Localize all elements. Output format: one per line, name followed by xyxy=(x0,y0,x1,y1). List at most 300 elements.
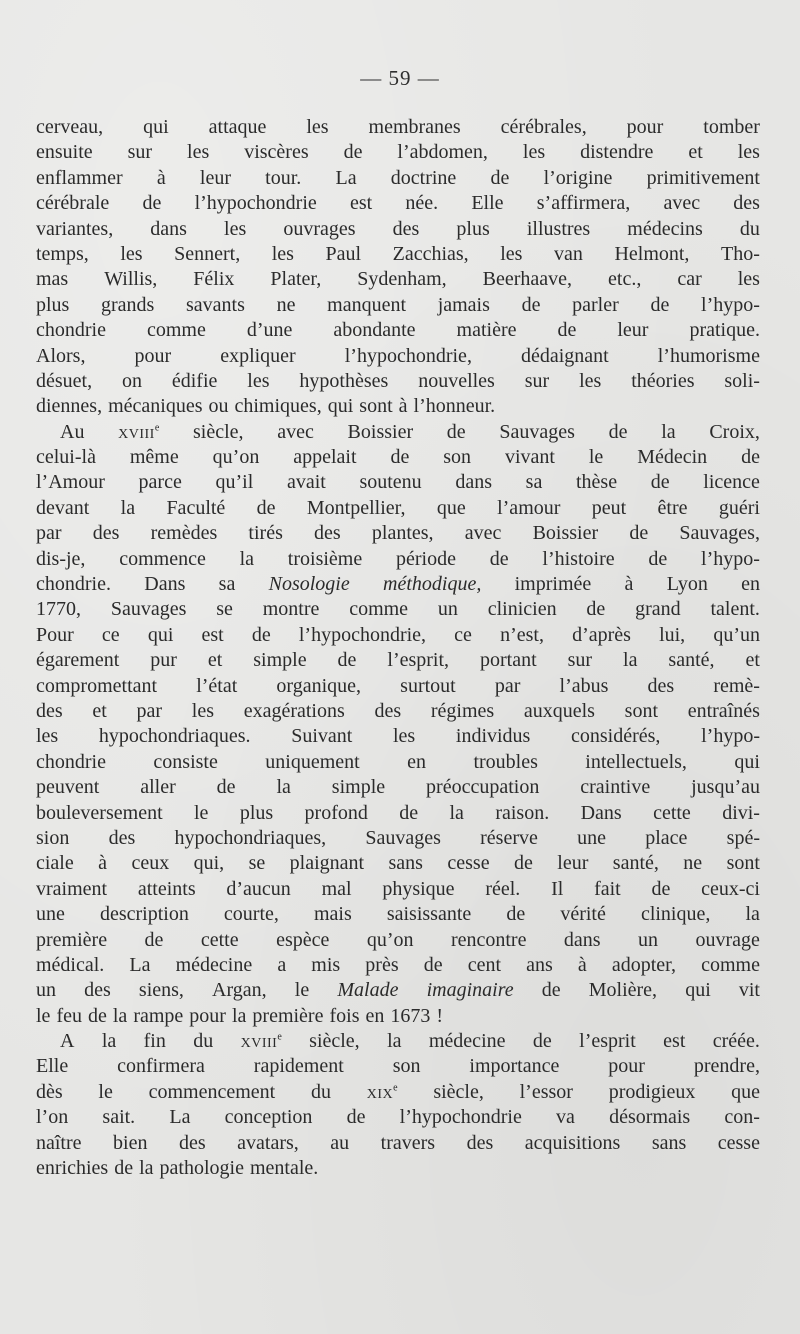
text-line xyxy=(36,978,760,1003)
word: Suivant xyxy=(291,725,353,748)
word: d’après xyxy=(572,623,631,646)
word: Il xyxy=(551,877,564,900)
word: manquent xyxy=(327,293,407,316)
word: par xyxy=(136,699,163,722)
word: hypothèses xyxy=(299,369,389,392)
text-line xyxy=(36,344,760,369)
word: qui xyxy=(143,116,169,138)
word: on xyxy=(121,369,142,392)
text-line xyxy=(36,750,760,775)
word: l’on xyxy=(36,1106,69,1129)
word: expliquer xyxy=(220,344,296,367)
word: réel. xyxy=(485,877,521,900)
text-line xyxy=(36,1156,760,1181)
word: de xyxy=(399,801,419,824)
word: grands xyxy=(101,293,155,316)
word: bien xyxy=(113,1131,148,1154)
text-line xyxy=(36,572,760,597)
word: théories xyxy=(631,369,695,392)
word: ce xyxy=(101,623,120,646)
word: à xyxy=(98,852,108,875)
word: un xyxy=(638,928,659,951)
word: espèce xyxy=(276,928,330,951)
word: tour. xyxy=(265,166,302,189)
word: La xyxy=(335,166,357,189)
word: xix$^e$ xyxy=(366,1080,398,1103)
word: fois xyxy=(329,1004,360,1027)
word: montre xyxy=(262,598,320,621)
word: des xyxy=(108,826,136,849)
word: de xyxy=(650,293,670,316)
word: grand xyxy=(635,598,681,621)
word: thèse xyxy=(576,471,618,494)
word: chondrie. xyxy=(36,573,111,596)
word: La xyxy=(169,1106,191,1129)
text-line xyxy=(36,267,760,292)
text-line xyxy=(36,775,760,800)
word: en xyxy=(741,573,760,596)
word: clinique, xyxy=(640,903,711,926)
word: la xyxy=(139,1157,154,1180)
word: sion xyxy=(36,826,70,849)
word: individus xyxy=(455,725,531,748)
word: commence xyxy=(119,547,206,570)
word: de xyxy=(337,649,357,672)
word: ensuite xyxy=(36,141,93,164)
word: jusqu’au xyxy=(691,776,760,799)
word: pratique. xyxy=(689,319,760,342)
word: comme xyxy=(146,319,206,342)
word: Pour xyxy=(36,623,74,646)
word: spé- xyxy=(726,826,760,849)
word: pour xyxy=(134,344,172,367)
word: des xyxy=(466,1131,494,1154)
word: sur xyxy=(127,141,153,164)
word: Tho- xyxy=(720,242,760,265)
word: est xyxy=(201,623,224,646)
word: l’histoire xyxy=(542,547,615,570)
word: rapidement xyxy=(253,1055,344,1078)
word: mas xyxy=(36,268,69,291)
word: une xyxy=(577,826,606,849)
word: les xyxy=(187,141,210,164)
word: membranes xyxy=(368,116,461,138)
word: Nosologie xyxy=(268,573,350,596)
word: de xyxy=(741,446,760,469)
word: et xyxy=(207,649,223,672)
word: première xyxy=(36,928,108,951)
word: qu’on xyxy=(366,928,414,951)
word: entraînés xyxy=(687,699,760,722)
word: Beerhaave, xyxy=(482,268,573,291)
word: créée. xyxy=(712,1030,760,1053)
word: de xyxy=(541,979,561,1002)
word: de xyxy=(513,852,533,875)
word: doctrine xyxy=(390,166,457,189)
word: l’hypo- xyxy=(701,293,760,316)
word: Dans xyxy=(144,573,186,596)
word: xviii$^e$ xyxy=(118,420,160,443)
text-line xyxy=(36,1105,760,1130)
word: siens, xyxy=(138,979,184,1002)
word: car xyxy=(677,268,702,291)
word: soli- xyxy=(724,369,760,392)
word: l’hypo- xyxy=(701,547,760,570)
word: rencontre xyxy=(450,928,527,951)
word: portant xyxy=(480,649,537,672)
word: Plater, xyxy=(270,268,322,291)
word: méthodique, xyxy=(383,573,482,596)
word: l’hypochondrie xyxy=(194,192,317,215)
word: la xyxy=(239,547,255,570)
word: Croix, xyxy=(709,420,760,443)
word: parce xyxy=(138,471,182,494)
word: sait. xyxy=(102,1106,136,1129)
word: Sauvages xyxy=(365,826,441,849)
word: que xyxy=(731,1080,760,1103)
word: plus xyxy=(36,293,70,316)
word: Willis, xyxy=(104,268,158,291)
word: plus xyxy=(239,801,274,824)
word: xviii$^e$ xyxy=(240,1030,282,1053)
word: Paul xyxy=(325,242,362,265)
word: née. xyxy=(405,192,439,215)
word: qu’un xyxy=(713,623,760,646)
word: mal xyxy=(321,877,352,900)
page-number: — 59 — xyxy=(360,66,440,90)
word: dans xyxy=(150,217,187,240)
word: diennes, xyxy=(36,395,103,418)
word: de xyxy=(87,1004,107,1027)
word: organique, xyxy=(276,674,362,697)
word: des xyxy=(374,699,402,722)
word: la xyxy=(623,649,638,672)
word: sur xyxy=(567,649,593,672)
word: l’essor xyxy=(519,1080,573,1103)
word: à xyxy=(577,953,587,976)
word: de xyxy=(251,623,271,646)
word: abondante xyxy=(333,319,416,342)
word: est xyxy=(663,1030,686,1053)
word: va xyxy=(556,1106,575,1129)
word: les xyxy=(579,369,602,392)
word: hypochondriaques, xyxy=(174,826,327,849)
word: qui, xyxy=(193,852,225,875)
word: l’honneur. xyxy=(413,395,496,418)
word: Sauvages xyxy=(499,420,575,443)
word: siècle, xyxy=(309,1030,360,1053)
word: Zacchias, xyxy=(392,242,469,265)
word: ce xyxy=(454,623,472,646)
word: comme xyxy=(349,598,409,621)
word: consiste xyxy=(153,750,218,773)
word: d’une xyxy=(246,319,293,342)
word: acquisitions xyxy=(524,1131,621,1154)
word: peuvent xyxy=(36,776,100,799)
word: les xyxy=(271,242,294,265)
word: l’état xyxy=(196,674,238,697)
word: l’abdomen, xyxy=(397,141,488,164)
word: sont xyxy=(726,852,760,875)
word: n’est, xyxy=(500,623,544,646)
word: les xyxy=(522,141,546,164)
word: est xyxy=(349,192,373,215)
word: importance xyxy=(469,1055,560,1078)
word: plantes, xyxy=(371,522,434,545)
word: réserve xyxy=(480,826,538,849)
word: médecine xyxy=(175,953,253,976)
word: se xyxy=(216,598,233,621)
word: licence xyxy=(703,471,760,494)
word: qui xyxy=(734,750,760,773)
word: et xyxy=(745,649,760,672)
word: Helmont, xyxy=(614,242,690,265)
word: Boissier xyxy=(347,420,414,443)
word: sur xyxy=(524,369,550,392)
word: dans xyxy=(455,471,493,494)
word: Faculté xyxy=(166,496,226,519)
word: fait xyxy=(594,877,621,900)
word: ne xyxy=(276,293,296,316)
word: craintive xyxy=(580,776,651,799)
word: Médecin xyxy=(637,446,708,469)
word: illustres xyxy=(526,217,591,240)
word: divi- xyxy=(722,801,760,824)
word: aller xyxy=(140,776,176,799)
word: enflammer xyxy=(36,166,123,189)
word: au xyxy=(330,1131,350,1154)
word: les xyxy=(191,699,214,722)
word: de xyxy=(216,776,236,799)
word: médecins xyxy=(627,217,703,240)
word: ouvrage xyxy=(695,928,760,951)
word: peut xyxy=(591,496,627,519)
word: les xyxy=(120,242,143,265)
word: Au xyxy=(60,420,85,443)
word: cérébrales, xyxy=(500,116,587,138)
word: de xyxy=(557,319,577,342)
word: cesse xyxy=(447,852,490,875)
word: devant xyxy=(36,496,90,519)
word: chimiques, xyxy=(234,395,322,418)
word: attaque xyxy=(208,116,267,138)
text-line xyxy=(36,877,760,902)
word: pour xyxy=(189,1004,226,1027)
word: feu xyxy=(56,1004,82,1027)
word: de xyxy=(648,547,668,570)
word: mais xyxy=(313,903,352,926)
word: matière xyxy=(456,319,517,342)
word: avec xyxy=(277,420,314,443)
word: chondrie xyxy=(36,319,106,342)
word: ceux-ci xyxy=(701,877,760,900)
word: naître xyxy=(36,1131,82,1154)
word: Argan, xyxy=(212,979,267,1002)
word: médical. xyxy=(36,953,105,976)
word: con- xyxy=(724,1106,760,1129)
text-line xyxy=(36,902,760,927)
word: Molière, xyxy=(588,979,658,1002)
body-text xyxy=(36,115,760,1181)
word: La xyxy=(129,953,151,976)
word: conception xyxy=(224,1106,313,1129)
word: de xyxy=(490,166,510,189)
word: Sennert, xyxy=(174,242,241,265)
word: édifie xyxy=(171,369,218,392)
word: avait xyxy=(286,471,326,494)
word: cette xyxy=(200,928,239,951)
word: l’esprit xyxy=(579,1030,636,1053)
word: cérébrale xyxy=(36,192,110,215)
word: près xyxy=(365,953,399,976)
word: à xyxy=(398,395,408,418)
word: et xyxy=(688,141,703,164)
word: remèdes xyxy=(150,522,218,545)
word: par xyxy=(494,674,521,697)
text-line xyxy=(36,496,760,521)
text-line xyxy=(36,166,760,191)
word: Sauvages xyxy=(110,598,187,621)
word: les xyxy=(224,217,247,240)
word: raison. xyxy=(495,801,550,824)
word: un xyxy=(437,598,458,621)
word: Alors, xyxy=(36,344,86,367)
word: enrichies xyxy=(36,1157,109,1180)
word: celui-là xyxy=(36,446,96,469)
word: régimes xyxy=(430,699,495,722)
word: s’affirmera, xyxy=(536,192,631,215)
word: compromettant xyxy=(36,674,158,697)
word: de xyxy=(651,877,671,900)
word: prendre, xyxy=(693,1055,760,1078)
word: mentale. xyxy=(249,1157,319,1180)
word: troubles xyxy=(473,750,538,773)
text-line xyxy=(36,242,760,267)
text-line xyxy=(36,547,760,572)
word: adopter, xyxy=(611,953,677,976)
word: avec xyxy=(464,522,502,545)
text-line xyxy=(36,801,760,826)
word: désormais xyxy=(609,1106,691,1129)
word: 1673 xyxy=(390,1004,431,1027)
text-line xyxy=(36,470,760,495)
word: remè- xyxy=(713,674,760,697)
word: rampe xyxy=(133,1004,184,1027)
word: ciale xyxy=(36,852,74,875)
text-line xyxy=(36,521,760,546)
word: dédaignant xyxy=(520,344,609,367)
word: savants xyxy=(186,293,245,316)
word: les xyxy=(36,725,59,748)
text-line xyxy=(36,1029,760,1054)
word: ouvrages xyxy=(283,217,356,240)
word: d’aucun xyxy=(226,877,291,900)
word: mécaniques xyxy=(108,395,203,418)
word: troisième xyxy=(287,547,363,570)
word: simple xyxy=(331,776,386,799)
word: l’origine xyxy=(543,166,613,189)
word: sans xyxy=(388,852,423,875)
word: ans xyxy=(526,953,553,976)
word: du xyxy=(739,217,760,240)
word: Boissier xyxy=(532,522,599,545)
word: de xyxy=(423,953,443,976)
text-line xyxy=(36,1080,760,1105)
word: Félix xyxy=(193,268,235,291)
word: les xyxy=(737,268,760,291)
word: le xyxy=(294,979,310,1002)
word: l’hypo- xyxy=(701,725,760,748)
word: l’hypochondrie, xyxy=(344,344,472,367)
word: qui xyxy=(685,979,711,1002)
text-line xyxy=(36,140,760,165)
word: distendre xyxy=(580,141,654,164)
word: pathologie xyxy=(159,1157,244,1180)
word: son xyxy=(443,446,472,469)
word: égarement xyxy=(36,649,120,672)
word: de xyxy=(256,496,276,519)
word: fin xyxy=(143,1030,166,1053)
word: des xyxy=(392,217,420,240)
word: plus xyxy=(456,217,490,240)
word: hypochondriaques. xyxy=(98,725,251,748)
text-line xyxy=(36,318,760,343)
word: saisissante xyxy=(386,903,472,926)
word: être xyxy=(657,496,688,519)
word: de xyxy=(390,446,410,469)
word: sans xyxy=(651,1131,687,1154)
word: imaginaire xyxy=(426,979,514,1002)
word: les xyxy=(500,242,523,265)
word: talent. xyxy=(710,598,760,621)
word: et xyxy=(92,699,107,722)
word: par xyxy=(36,522,62,545)
word: pour xyxy=(608,1055,645,1078)
word: Lyon xyxy=(666,573,708,596)
word: ou xyxy=(208,395,229,418)
word: plaignant xyxy=(289,852,365,875)
word: de xyxy=(114,1157,134,1180)
word: la xyxy=(449,801,464,824)
word: physique xyxy=(382,877,455,900)
word: de xyxy=(629,522,649,545)
word: le xyxy=(588,446,604,469)
word: à xyxy=(624,573,634,596)
text-line xyxy=(36,597,760,622)
word: des xyxy=(92,522,120,545)
word: dans xyxy=(563,928,601,951)
word: préoccupation xyxy=(426,776,540,799)
word: de xyxy=(142,192,162,215)
word: primitivement xyxy=(646,166,760,189)
word: commencement xyxy=(148,1080,276,1103)
word: van xyxy=(554,242,583,265)
word: bouleversement xyxy=(36,801,163,824)
word: de xyxy=(346,1106,366,1129)
text-line xyxy=(36,699,760,724)
word: sa xyxy=(525,471,543,494)
word: à xyxy=(156,166,166,189)
word: les xyxy=(247,369,270,392)
word: de xyxy=(506,903,526,926)
word: désuet, xyxy=(36,369,93,392)
word: travers xyxy=(380,1131,436,1154)
word: le xyxy=(36,1004,51,1027)
word: leur xyxy=(617,319,649,342)
text-line xyxy=(36,1054,760,1079)
word: de xyxy=(586,598,606,621)
text-line xyxy=(36,648,760,673)
